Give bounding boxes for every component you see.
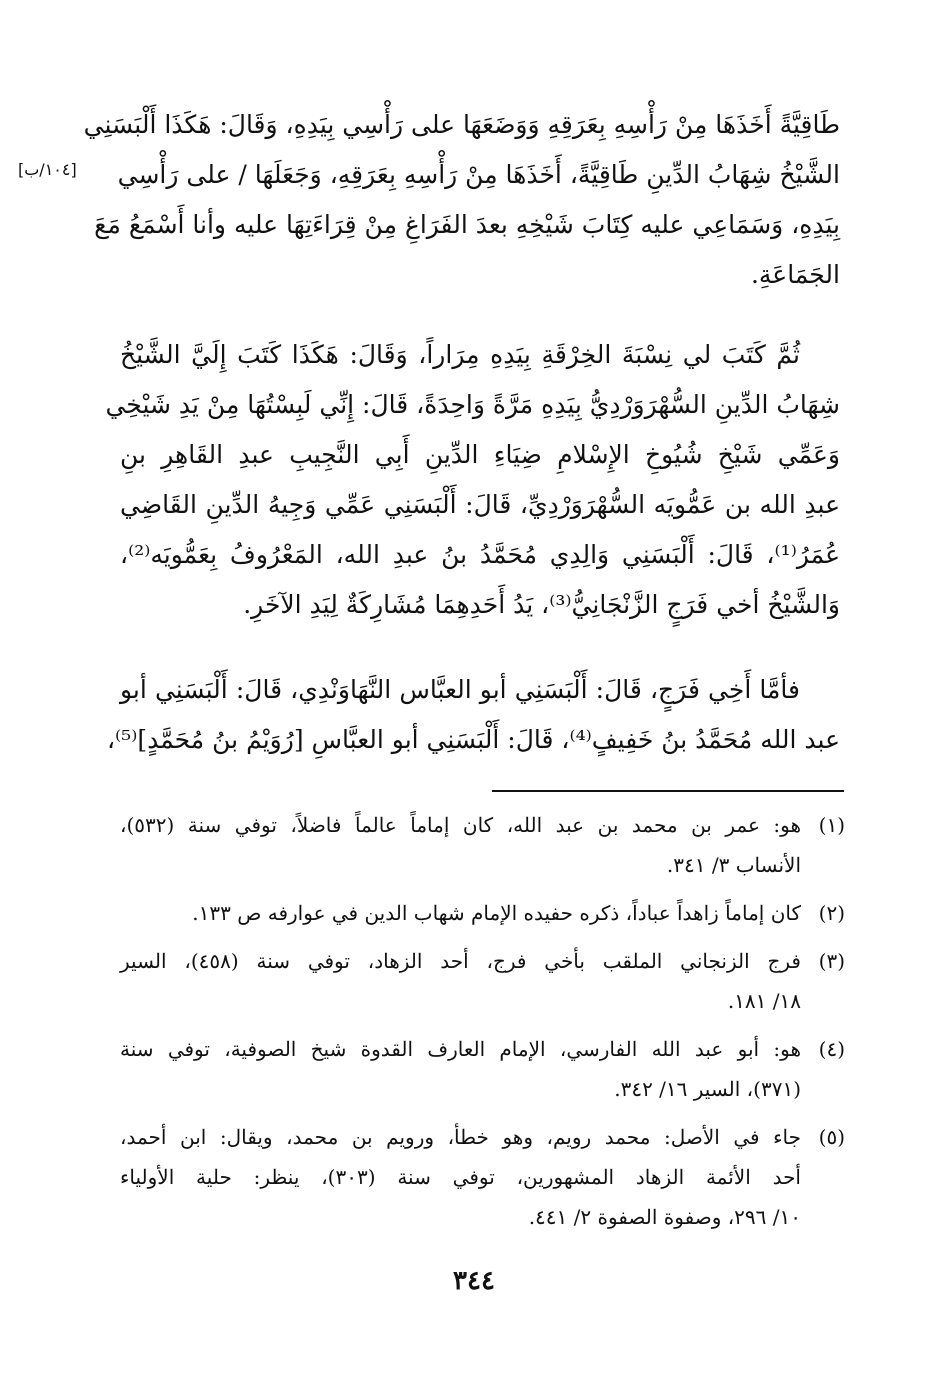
footnote-line: ١٨/ ١٨١. <box>727 989 801 1013</box>
text-line: فأمَّا أَخِي فَرَجٍ، قَالَ: أَلْبَسَنِي أبو العبَّاس النَّهَاوَنْدِي، قَالَ: أَلْبَسَنِي أبو <box>120 675 800 704</box>
paragraph-3 <box>106 665 840 765</box>
footnote-5 <box>120 1117 845 1237</box>
manuscript-folio-marker: [١٠٤/ب] <box>18 160 77 179</box>
footnote-line: (٣٧١)، السير ١٦/ ٣٤٢. <box>614 1077 801 1101</box>
text-line: طَاقِيَّةً أَخَذَهَا مِنْ رَأْسِهِ بِعَرَقِهِ وَوَضَعَهَا على رَأْسِي بِيَدِهِ، وَقَالَ: هَكَذَا أَلْبَسَنِي <box>83 110 840 139</box>
paragraph-1 <box>83 100 840 300</box>
text-line: بِيَدِهِ، وَسَمَاعِي عليه كِتَابَ شَيْخِهِ بعدَ الفَرَاغِ مِنْ قِرَاءَتِهَا عليه وأنا أَسْمَعُ مَعَ <box>94 210 840 239</box>
footnote-number: (٣) <box>818 949 845 973</box>
footnote-line: أحد الأئمة الزهاد المشهورين، توفي سنة (٣٠٣)، ينظر: حلية الأولياء <box>120 1165 801 1189</box>
footnote-line: ١٠/ ٢٩٦، وصفوة الصفوة ٢/ ٤٤١. <box>528 1205 801 1229</box>
page-number: ٣٤٤ <box>453 1266 495 1296</box>
footnote-number: (٥) <box>818 1125 845 1149</box>
text-line: شِهَابُ الدِّينِ السُّهْرَوَرْدِيُّ بِيَدِهِ مَرَّةً وَاحِدَةً، قَالَ: إِنِّي لَبِسْتُهَا مِنْ يَدِ شَيْخِي <box>105 390 840 419</box>
footnote-line: جاء في الأصل: محمد رويم، وهو خطأ، ورويم بن محمد، ويقال: ابن أحمد، <box>120 1125 801 1149</box>
footnote-body <box>120 1117 801 1237</box>
footnote-line: كان إماماً زاهداً عباداً، ذكره حفيده الإمام شهاب الدين في عوارفه ص ١٣٣. <box>192 901 801 925</box>
text-line: وَعَمِّي شَيْخِ شُيُوخِ الإِسْلامِ ضِيَاءِ الدِّينِ أَبِي النَّجِيبِ عبدِ القَاهِرِ بنِ <box>120 440 840 469</box>
footnote-number: (٢) <box>818 901 845 925</box>
footnote-2 <box>120 893 845 933</box>
footnote-separator <box>492 790 844 792</box>
footnote-1 <box>120 805 845 885</box>
footnote-line: هو: عمر بن محمد بن عبد الله، كان إماماً عالماً فاضلاً، توفي سنة (٥٣٢)، <box>120 813 801 837</box>
text-line: الشَّيْخُ شِهَابُ الدِّينِ طَاقِيَّةً، أَخَذَهَا مِنْ رَأْسِهِ بِعَرَقِهِ، وَجَعَلَهَا / على رَأْسِي <box>117 160 840 189</box>
footnotes <box>120 805 845 1245</box>
footnote-4 <box>120 1029 845 1109</box>
footnote-line: فرج الزنجاني الملقب بأخي فرج، أحد الزهاد، توفي سنة (٤٥٨)، السير <box>120 949 801 973</box>
footnote-number: (١) <box>818 813 845 837</box>
footnote-number: (٤) <box>818 1037 845 1061</box>
footnote-body <box>120 941 801 1021</box>
text-line: الجَمَاعَةِ. <box>750 260 840 289</box>
text-line: وَالشَّيْخُ أخي فَرَجٍ الزَّنْجَانِيُّ⁽³⁾، يَدُ أَحَدِهِمَا مُشَارِكَةٌ لِيَدِ الآخَرِ. <box>243 590 840 619</box>
text-line: عُمَرُ⁽¹⁾، قَالَ: أَلْبَسَنِي وَالِدِي مُحَمَّدُ بنُ عبدِ الله، المَعْرُوفُ بِعَمُّويَه⁽²⁾، <box>120 540 840 569</box>
footnote-line: هو: أبو عبد الله الفارسي، الإمام العارف القدوة شيخ الصوفية، توفي سنة <box>120 1037 801 1061</box>
text-line: عبدِ الله بن عَمُّويَه السُّهْرَوَرْدِيِّ، قَالَ: أَلْبَسَنِي عَمِّي وَجِيهُ الدِّينِ القَاضِي <box>120 490 840 519</box>
footnote-line: الأنساب ٣/ ٣٤١. <box>666 853 801 877</box>
footnote-body <box>120 805 801 885</box>
footnote-body <box>120 893 801 933</box>
text-line: ثُمَّ كَتَبَ لي نِسْبَةَ الخِرْقَةِ بِيَدِهِ مِرَاراً، وَقَالَ: هَكَذَا كَتَبَ إِلَيَّ الشَّيْخُ <box>120 340 800 369</box>
footnote-3 <box>120 941 845 1021</box>
footnote-body <box>120 1029 801 1109</box>
text-line: عبد الله مُحَمَّدُ بنُ خَفِيفٍ⁽⁴⁾، قَالَ: أَلْبَسَنِي أبو العبَّاسِ [رُوَيْمُ بنُ مُحَمَّدٍ]⁽⁵⁾، <box>106 725 840 754</box>
paragraph-2 <box>105 330 840 630</box>
